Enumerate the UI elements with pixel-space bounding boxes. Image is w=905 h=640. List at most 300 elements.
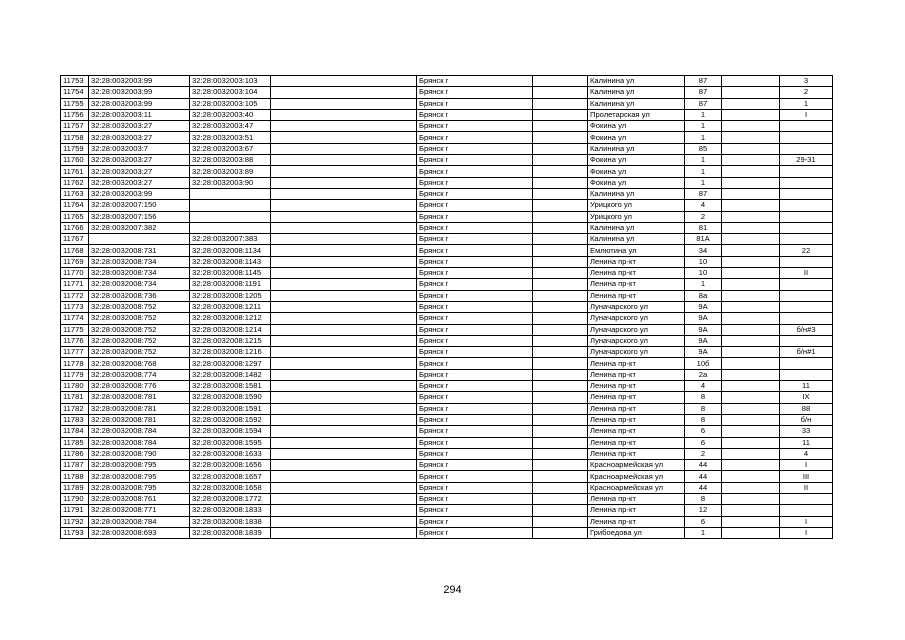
table-row xyxy=(61,369,833,380)
cell-city: Брянск г xyxy=(417,505,533,516)
cell-city: Брянск г xyxy=(417,155,533,166)
cell-cadastral-object: 32:28:0032003:51 xyxy=(190,132,271,143)
cell-empty-col xyxy=(271,200,417,211)
table-row xyxy=(61,426,833,437)
cell-cadastral-object: 32:28:0032007:383 xyxy=(190,234,271,245)
cell-street: Калинина ул xyxy=(588,87,685,98)
cell-row-number: 11786 xyxy=(61,448,89,459)
cell-building xyxy=(722,448,780,459)
cell-empty-col-2 xyxy=(533,245,588,256)
cell-apartment: III xyxy=(780,471,833,482)
cell-empty-col xyxy=(271,426,417,437)
cell-street: Калинина ул xyxy=(588,222,685,233)
cell-city: Брянск г xyxy=(417,437,533,448)
cell-street: Ленина пр-кт xyxy=(588,426,685,437)
cell-street: Ленина пр-кт xyxy=(588,414,685,425)
cell-building xyxy=(722,493,780,504)
cell-street: Красноармейская ул xyxy=(588,471,685,482)
cell-row-number: 11758 xyxy=(61,132,89,143)
cell-cadastral-object: 32:28:0032008:1216 xyxy=(190,347,271,358)
cell-row-number: 11792 xyxy=(61,516,89,527)
cell-house: 44 xyxy=(685,460,722,471)
cell-city: Брянск г xyxy=(417,177,533,188)
cell-building xyxy=(722,132,780,143)
cell-empty-col-2 xyxy=(533,211,588,222)
cell-row-number: 11776 xyxy=(61,335,89,346)
table-row xyxy=(61,256,833,267)
cell-row-number: 11753 xyxy=(61,76,89,87)
cell-cadastral-parent: 32:28:0032008:734 xyxy=(89,268,190,279)
cell-building xyxy=(722,347,780,358)
cell-building xyxy=(722,279,780,290)
cell-street: Ленина пр-кт xyxy=(588,403,685,414)
cell-apartment: IX xyxy=(780,392,833,403)
cell-apartment: 2 xyxy=(780,87,833,98)
cell-row-number: 11787 xyxy=(61,460,89,471)
cell-city: Брянск г xyxy=(417,358,533,369)
cell-cadastral-object: 32:28:0032008:1211 xyxy=(190,301,271,312)
cell-apartment xyxy=(780,369,833,380)
cell-row-number: 11765 xyxy=(61,211,89,222)
cell-cadastral-parent: 32:28:0032008:693 xyxy=(89,527,190,538)
cell-house: 4 xyxy=(685,381,722,392)
cell-street: Калинина ул xyxy=(588,143,685,154)
cell-cadastral-parent: 32:28:0032008:736 xyxy=(89,290,190,301)
cell-house: 87 xyxy=(685,76,722,87)
cell-house: 8 xyxy=(685,414,722,425)
cell-house: 8 xyxy=(685,392,722,403)
table-row xyxy=(61,448,833,459)
cell-city: Брянск г xyxy=(417,448,533,459)
cell-cadastral-object: 32:28:0032003:40 xyxy=(190,109,271,120)
cell-city: Брянск г xyxy=(417,493,533,504)
cell-row-number: 11769 xyxy=(61,256,89,267)
cell-empty-col xyxy=(271,211,417,222)
cell-cadastral-object: 32:28:0032008:1581 xyxy=(190,381,271,392)
cell-city: Брянск г xyxy=(417,211,533,222)
cell-empty-col-2 xyxy=(533,166,588,177)
cell-row-number: 11770 xyxy=(61,268,89,279)
table-row xyxy=(61,505,833,516)
cell-empty-col xyxy=(271,369,417,380)
table-row xyxy=(61,268,833,279)
cell-building xyxy=(722,109,780,120)
cell-apartment xyxy=(780,222,833,233)
cell-house: 2 xyxy=(685,211,722,222)
cell-empty-col-2 xyxy=(533,471,588,482)
cell-apartment xyxy=(780,335,833,346)
cell-row-number: 11757 xyxy=(61,121,89,132)
cell-row-number: 11783 xyxy=(61,414,89,425)
cell-street: Калинина ул xyxy=(588,234,685,245)
cell-row-number: 11767 xyxy=(61,234,89,245)
cell-house: 81 xyxy=(685,222,722,233)
cell-house: 1 xyxy=(685,132,722,143)
cell-apartment: II xyxy=(780,482,833,493)
table-row xyxy=(61,313,833,324)
cell-cadastral-object: 32:28:0032008:1214 xyxy=(190,324,271,335)
cell-street: Урицкого ул xyxy=(588,211,685,222)
cell-street: Ленина пр-кт xyxy=(588,516,685,527)
cell-apartment xyxy=(780,505,833,516)
cell-cadastral-object: 32:28:0032008:1656 xyxy=(190,460,271,471)
cell-apartment: I xyxy=(780,527,833,538)
cell-building xyxy=(722,76,780,87)
cell-building xyxy=(722,177,780,188)
cell-row-number: 11781 xyxy=(61,392,89,403)
cell-city: Брянск г xyxy=(417,222,533,233)
cell-house: 10б xyxy=(685,358,722,369)
cell-empty-col-2 xyxy=(533,177,588,188)
cell-cadastral-parent: 32:28:0032003:27 xyxy=(89,166,190,177)
cell-apartment xyxy=(780,143,833,154)
table-row xyxy=(61,437,833,448)
cell-city: Брянск г xyxy=(417,301,533,312)
cell-row-number: 11771 xyxy=(61,279,89,290)
cell-cadastral-parent: 32:28:0032008:781 xyxy=(89,414,190,425)
cell-empty-col xyxy=(271,177,417,188)
cell-empty-col-2 xyxy=(533,121,588,132)
cell-apartment: 3 xyxy=(780,76,833,87)
cell-building xyxy=(722,245,780,256)
cell-street: Луначарского ул xyxy=(588,301,685,312)
cell-house: 44 xyxy=(685,482,722,493)
cell-cadastral-object: 32:28:0032008:1143 xyxy=(190,256,271,267)
cell-empty-col xyxy=(271,279,417,290)
cell-apartment xyxy=(780,177,833,188)
cell-cadastral-object: 32:28:0032008:1205 xyxy=(190,290,271,301)
cell-street: Фокина ул xyxy=(588,177,685,188)
cell-empty-col-2 xyxy=(533,403,588,414)
cell-street: Фокина ул xyxy=(588,166,685,177)
cell-row-number: 11774 xyxy=(61,313,89,324)
cell-street: Грибоедова ул xyxy=(588,527,685,538)
cell-house: 9А xyxy=(685,313,722,324)
cell-empty-col xyxy=(271,166,417,177)
cell-cadastral-object: 32:28:0032008:1633 xyxy=(190,448,271,459)
cell-street: Ленина пр-кт xyxy=(588,437,685,448)
cell-cadastral-parent: 32:28:0032003:99 xyxy=(89,98,190,109)
cell-empty-col-2 xyxy=(533,301,588,312)
cell-empty-col xyxy=(271,87,417,98)
cell-row-number: 11764 xyxy=(61,200,89,211)
table-row xyxy=(61,188,833,199)
cell-cadastral-parent: 32:28:0032008:795 xyxy=(89,482,190,493)
cell-row-number: 11766 xyxy=(61,222,89,233)
cell-empty-col-2 xyxy=(533,324,588,335)
cell-cadastral-parent: 32:28:0032003:99 xyxy=(89,76,190,87)
table-row xyxy=(61,87,833,98)
cell-building xyxy=(722,200,780,211)
cell-cadastral-object: 32:28:0032008:1297 xyxy=(190,358,271,369)
cell-apartment: 1 xyxy=(780,98,833,109)
cell-empty-col-2 xyxy=(533,222,588,233)
cell-cadastral-parent: 32:28:0032008:768 xyxy=(89,358,190,369)
cell-row-number: 11777 xyxy=(61,347,89,358)
cell-house: 9А xyxy=(685,324,722,335)
cell-street: Калинина ул xyxy=(588,98,685,109)
cell-empty-col xyxy=(271,493,417,504)
cell-empty-col-2 xyxy=(533,516,588,527)
cell-street: Луначарского ул xyxy=(588,324,685,335)
cell-empty-col-2 xyxy=(533,369,588,380)
cell-empty-col-2 xyxy=(533,313,588,324)
cell-empty-col xyxy=(271,76,417,87)
cell-cadastral-object: 32:28:0032008:1657 xyxy=(190,471,271,482)
cell-city: Брянск г xyxy=(417,245,533,256)
cell-empty-col xyxy=(271,245,417,256)
table-row xyxy=(61,392,833,403)
cell-building xyxy=(722,324,780,335)
table-row xyxy=(61,143,833,154)
cell-building xyxy=(722,301,780,312)
cell-cadastral-parent: 32:28:0032008:734 xyxy=(89,256,190,267)
cell-apartment xyxy=(780,358,833,369)
page-number: 294 xyxy=(443,584,462,596)
cell-house: 9А xyxy=(685,301,722,312)
cell-empty-col xyxy=(271,121,417,132)
cell-empty-col-2 xyxy=(533,155,588,166)
cell-house: 2а xyxy=(685,369,722,380)
cell-house: 1 xyxy=(685,166,722,177)
cell-empty-col xyxy=(271,290,417,301)
register-table xyxy=(60,75,833,539)
cell-city: Брянск г xyxy=(417,200,533,211)
cell-building xyxy=(722,290,780,301)
cell-cadastral-parent: 32:28:0032003:27 xyxy=(89,121,190,132)
cell-cadastral-parent: 32:28:0032008:781 xyxy=(89,403,190,414)
cell-empty-col-2 xyxy=(533,87,588,98)
cell-empty-col xyxy=(271,109,417,120)
cell-cadastral-parent: 32:28:0032008:774 xyxy=(89,369,190,380)
cell-building xyxy=(722,87,780,98)
cell-row-number: 11784 xyxy=(61,426,89,437)
cell-cadastral-object xyxy=(190,222,271,233)
cell-row-number: 11779 xyxy=(61,369,89,380)
cell-row-number: 11782 xyxy=(61,403,89,414)
cell-apartment xyxy=(780,211,833,222)
cell-cadastral-object: 32:28:0032008:1591 xyxy=(190,403,271,414)
cell-city: Брянск г xyxy=(417,76,533,87)
cell-cadastral-object: 32:28:0032008:1145 xyxy=(190,268,271,279)
cell-empty-col-2 xyxy=(533,347,588,358)
cell-street: Ленина пр-кт xyxy=(588,268,685,279)
cell-cadastral-parent: 32:28:0032008:734 xyxy=(89,279,190,290)
cell-cadastral-parent: 32:28:0032008:731 xyxy=(89,245,190,256)
cell-apartment: I xyxy=(780,516,833,527)
cell-apartment: 4 xyxy=(780,448,833,459)
cell-city: Брянск г xyxy=(417,516,533,527)
cell-street: Пролетарская ул xyxy=(588,109,685,120)
cell-house: 2 xyxy=(685,448,722,459)
cell-empty-col xyxy=(271,268,417,279)
table-row xyxy=(61,166,833,177)
table-row xyxy=(61,493,833,504)
cell-row-number: 11793 xyxy=(61,527,89,538)
cell-empty-col xyxy=(271,527,417,538)
cell-empty-col-2 xyxy=(533,493,588,504)
cell-empty-col-2 xyxy=(533,256,588,267)
cell-building xyxy=(722,505,780,516)
cell-street: Фокина ул xyxy=(588,121,685,132)
cell-house: 9А xyxy=(685,347,722,358)
cell-street: Луначарского ул xyxy=(588,335,685,346)
cell-house: 10 xyxy=(685,256,722,267)
cell-empty-col xyxy=(271,516,417,527)
cell-apartment: 11 xyxy=(780,381,833,392)
cell-street: Красноармейская ул xyxy=(588,460,685,471)
cell-apartment: I xyxy=(780,109,833,120)
cell-city: Брянск г xyxy=(417,87,533,98)
cell-house: 1 xyxy=(685,155,722,166)
cell-building xyxy=(722,369,780,380)
cell-cadastral-parent: 32:28:0032003:27 xyxy=(89,155,190,166)
cell-cadastral-parent: 32:28:0032008:795 xyxy=(89,460,190,471)
cell-apartment xyxy=(780,256,833,267)
cell-cadastral-parent: 32:28:0032008:776 xyxy=(89,381,190,392)
cell-street: Луначарского ул xyxy=(588,313,685,324)
cell-street: Фокина ул xyxy=(588,155,685,166)
cell-empty-col xyxy=(271,301,417,312)
cell-empty-col xyxy=(271,392,417,403)
cell-cadastral-parent: 32:28:0032008:752 xyxy=(89,301,190,312)
cell-cadastral-object: 32:28:0032003:90 xyxy=(190,177,271,188)
cell-building xyxy=(722,392,780,403)
cell-apartment: б/н#1 xyxy=(780,347,833,358)
cell-cadastral-object xyxy=(190,200,271,211)
cell-cadastral-object: 32:28:0032008:1592 xyxy=(190,414,271,425)
cell-cadastral-parent: 32:28:0032008:781 xyxy=(89,392,190,403)
cell-street: Красноармейская ул xyxy=(588,482,685,493)
cell-street: Ленина пр-кт xyxy=(588,279,685,290)
cell-house: 85 xyxy=(685,143,722,154)
cell-apartment xyxy=(780,121,833,132)
cell-empty-col-2 xyxy=(533,426,588,437)
cell-row-number: 11773 xyxy=(61,301,89,312)
cell-house: 87 xyxy=(685,188,722,199)
cell-cadastral-object: 32:28:0032008:1134 xyxy=(190,245,271,256)
cell-cadastral-object: 32:28:0032003:105 xyxy=(190,98,271,109)
cell-building xyxy=(722,403,780,414)
cell-building xyxy=(722,381,780,392)
cell-street: Калинина ул xyxy=(588,188,685,199)
cell-empty-col xyxy=(271,347,417,358)
cell-cadastral-parent: 32:28:0032008:784 xyxy=(89,516,190,527)
cell-street: Ленина пр-кт xyxy=(588,290,685,301)
cell-cadastral-object: 32:28:0032008:1838 xyxy=(190,516,271,527)
cell-empty-col-2 xyxy=(533,527,588,538)
table-row xyxy=(61,414,833,425)
cell-cadastral-object: 32:28:0032008:1833 xyxy=(190,505,271,516)
cell-cadastral-object xyxy=(190,188,271,199)
cell-street: Ленина пр-кт xyxy=(588,392,685,403)
cell-street: Фокина ул xyxy=(588,132,685,143)
table-body xyxy=(61,76,833,539)
cell-house: 8 xyxy=(685,403,722,414)
cell-building xyxy=(722,527,780,538)
cell-house: 1 xyxy=(685,177,722,188)
cell-empty-col-2 xyxy=(533,358,588,369)
cell-street: Луначарского ул xyxy=(588,347,685,358)
cell-cadastral-object: 32:28:0032008:1772 xyxy=(190,493,271,504)
cell-city: Брянск г xyxy=(417,290,533,301)
cell-building xyxy=(722,516,780,527)
cell-empty-col xyxy=(271,482,417,493)
cell-empty-col-2 xyxy=(533,482,588,493)
table-row xyxy=(61,381,833,392)
cell-empty-col xyxy=(271,381,417,392)
cell-cadastral-parent: 32:28:0032007:156 xyxy=(89,211,190,222)
cell-cadastral-object: 32:28:0032003:88 xyxy=(190,155,271,166)
cell-cadastral-parent xyxy=(89,234,190,245)
table-row xyxy=(61,290,833,301)
cell-house: 6 xyxy=(685,516,722,527)
cell-apartment xyxy=(780,313,833,324)
cell-empty-col xyxy=(271,143,417,154)
cell-cadastral-parent: 32:28:0032008:752 xyxy=(89,313,190,324)
cell-row-number: 11761 xyxy=(61,166,89,177)
cell-house: 87 xyxy=(685,87,722,98)
cell-city: Брянск г xyxy=(417,166,533,177)
cell-row-number: 11759 xyxy=(61,143,89,154)
cell-empty-col-2 xyxy=(533,76,588,87)
table-row xyxy=(61,109,833,120)
cell-row-number: 11768 xyxy=(61,245,89,256)
cell-apartment: I xyxy=(780,460,833,471)
table-row xyxy=(61,245,833,256)
cell-cadastral-parent: 32:28:0032007:150 xyxy=(89,200,190,211)
cell-building xyxy=(722,121,780,132)
table-row xyxy=(61,516,833,527)
cell-street: Урицкого ул xyxy=(588,200,685,211)
cell-empty-col xyxy=(271,448,417,459)
cell-house: 8 xyxy=(685,493,722,504)
cell-street: Ленина пр-кт xyxy=(588,358,685,369)
cell-cadastral-parent: 32:28:0032008:752 xyxy=(89,324,190,335)
cell-row-number: 11762 xyxy=(61,177,89,188)
cell-building xyxy=(722,482,780,493)
cell-empty-col xyxy=(271,505,417,516)
cell-building xyxy=(722,143,780,154)
cell-city: Брянск г xyxy=(417,132,533,143)
cell-building xyxy=(722,234,780,245)
cell-cadastral-parent: 32:28:0032007:382 xyxy=(89,222,190,233)
cell-apartment xyxy=(780,132,833,143)
table-row xyxy=(61,121,833,132)
cell-empty-col xyxy=(271,358,417,369)
cell-apartment: 29-31 xyxy=(780,155,833,166)
cell-building xyxy=(722,188,780,199)
cell-city: Брянск г xyxy=(417,234,533,245)
cell-building xyxy=(722,166,780,177)
cell-row-number: 11763 xyxy=(61,188,89,199)
cell-building xyxy=(722,222,780,233)
cell-empty-col xyxy=(271,188,417,199)
cell-empty-col-2 xyxy=(533,268,588,279)
table-row xyxy=(61,347,833,358)
cell-building xyxy=(722,426,780,437)
cell-city: Брянск г xyxy=(417,426,533,437)
cell-apartment xyxy=(780,301,833,312)
cell-apartment: 22 xyxy=(780,245,833,256)
cell-house: 4 xyxy=(685,200,722,211)
table-row xyxy=(61,177,833,188)
cell-empty-col-2 xyxy=(533,132,588,143)
cell-house: 87 xyxy=(685,98,722,109)
cell-cadastral-object: 32:28:0032008:1658 xyxy=(190,482,271,493)
cell-empty-col-2 xyxy=(533,290,588,301)
cell-building xyxy=(722,414,780,425)
